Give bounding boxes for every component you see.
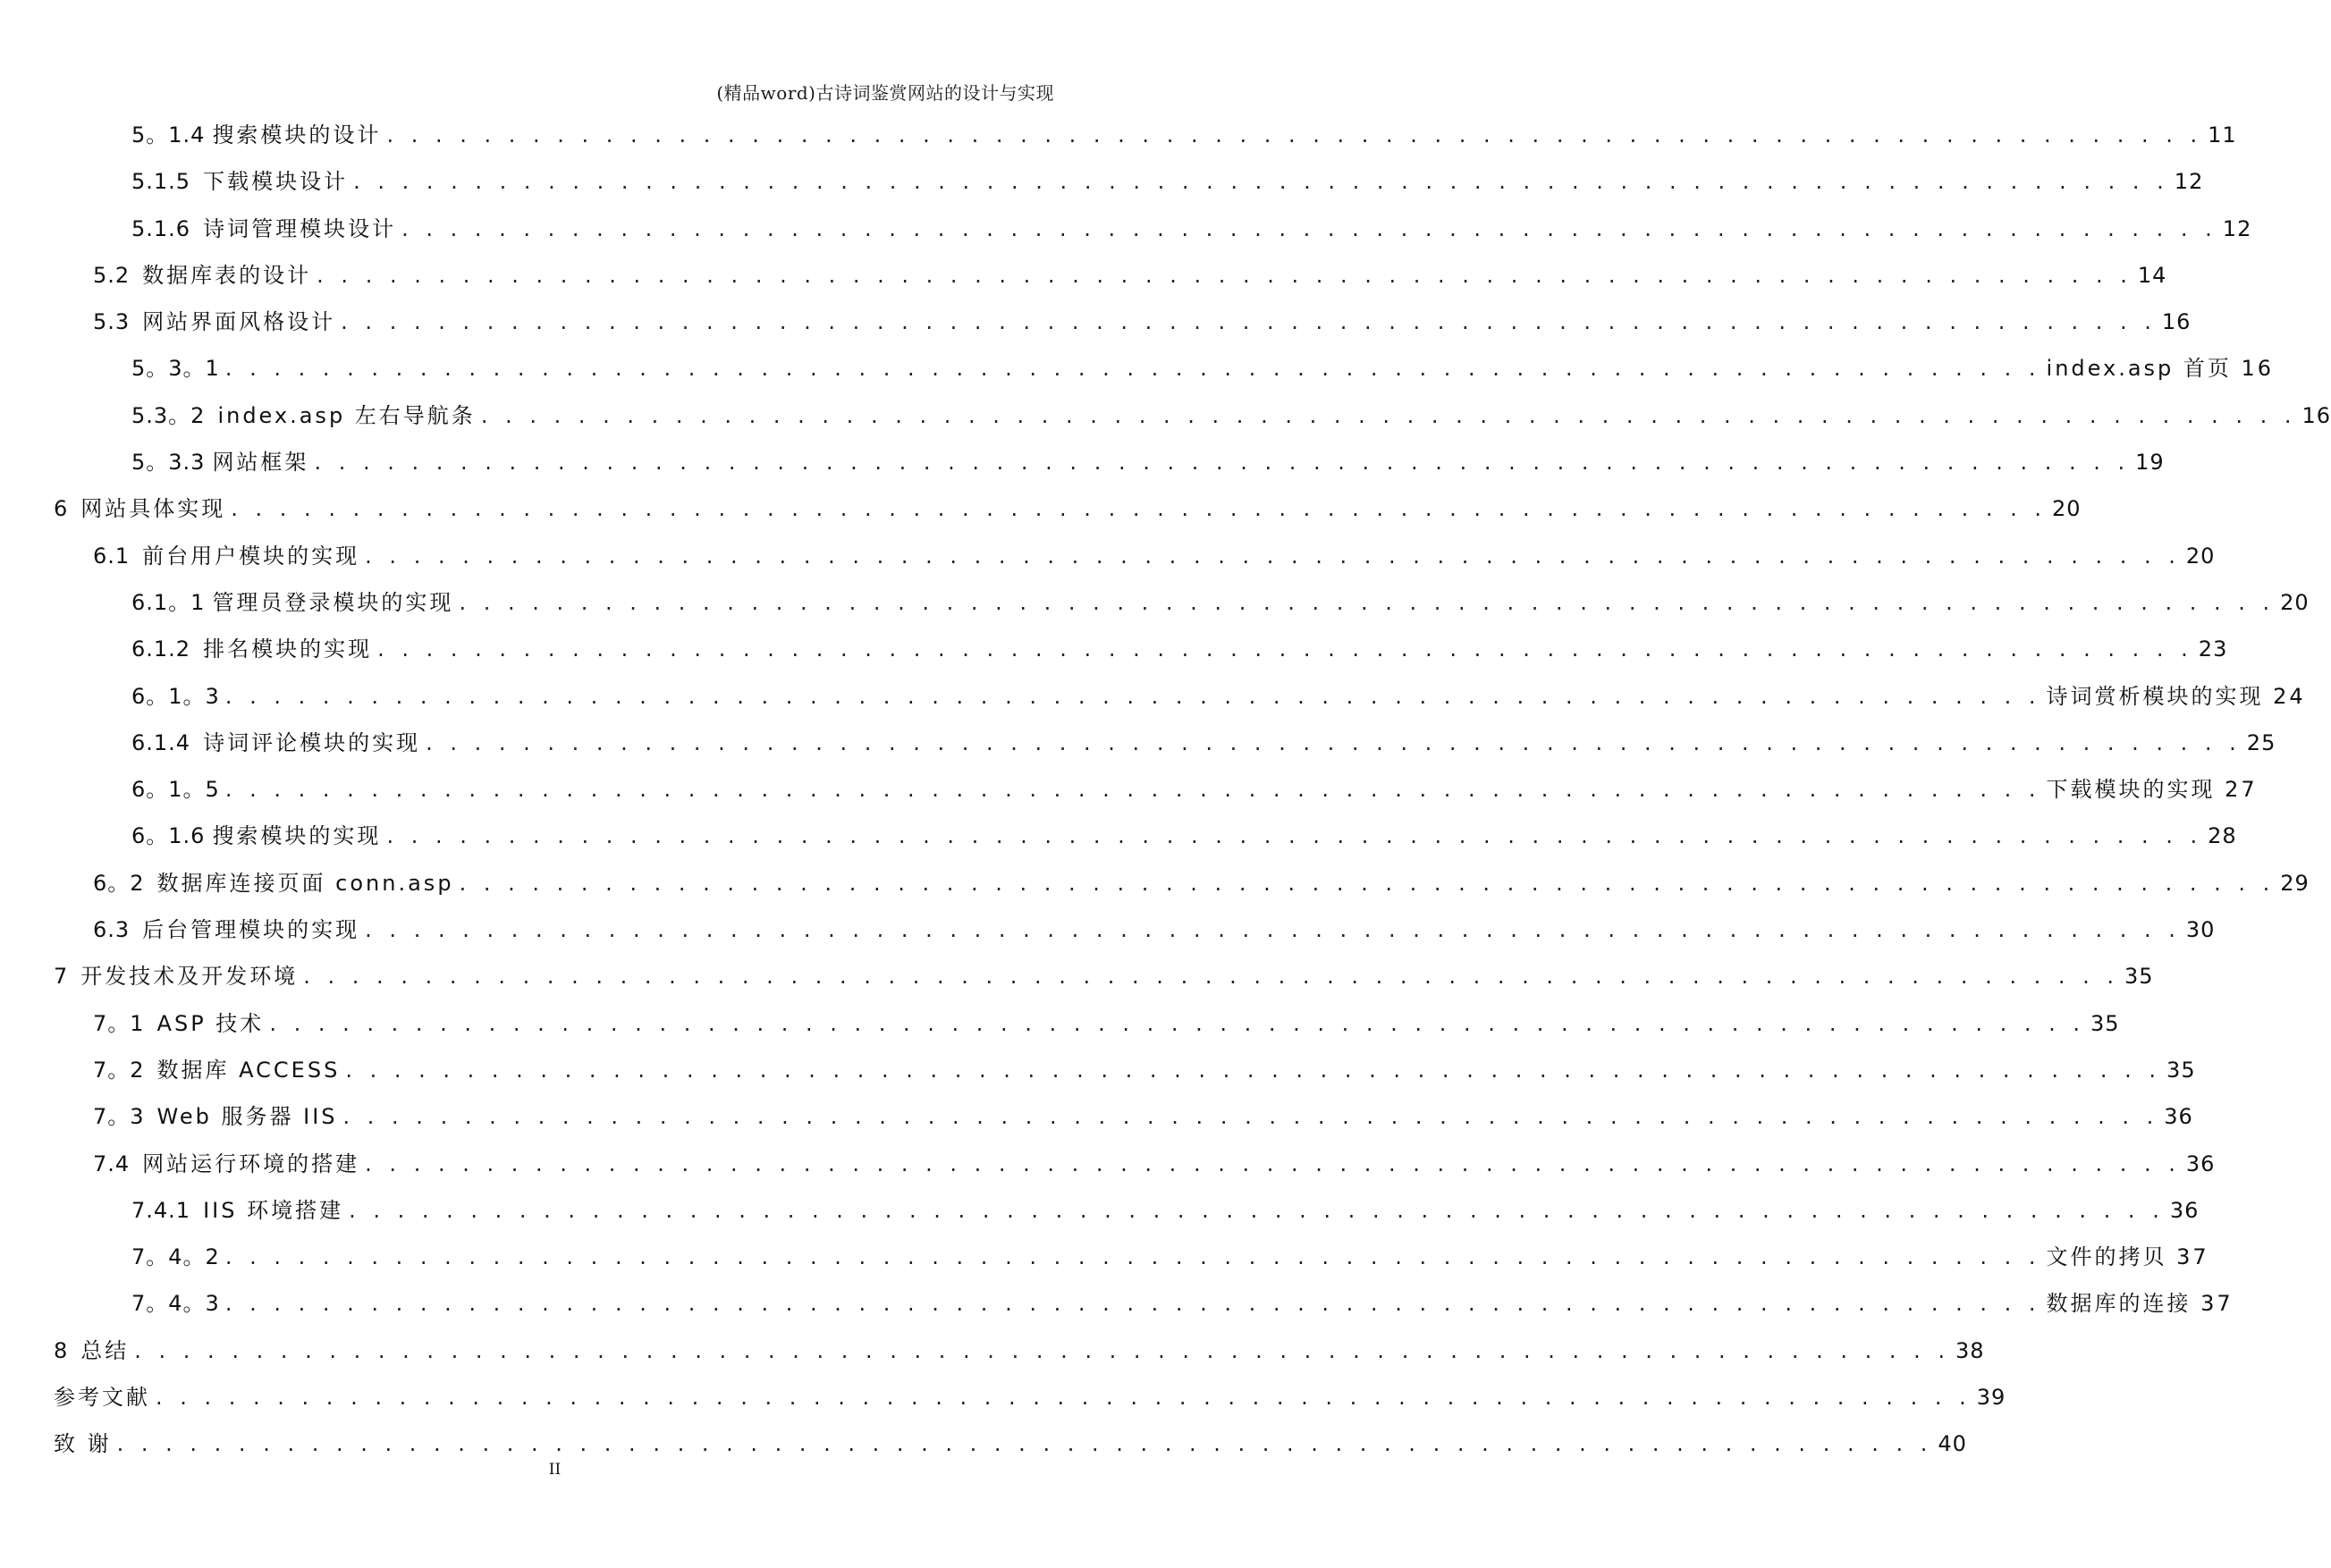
toc-title: 网站具体实现: [80, 496, 226, 522]
toc-number: 7.4: [93, 1151, 131, 1176]
toc-number: 5。3。1: [131, 356, 220, 382]
toc-title: 诗词管理模块设计: [203, 215, 397, 241]
toc-title: 网站框架: [212, 450, 309, 476]
toc-page-number: 12: [2174, 169, 2204, 195]
toc-page-number: 25: [2246, 729, 2276, 755]
toc-page-number: 40: [1938, 1431, 1967, 1457]
toc-row: [0, 112, 2237, 158]
toc-page-number: 35: [2124, 964, 2154, 990]
toc-leader-dots: . . . . . . . . . . . . . . . . . . . . . . . . . . . . . . . . . . . . . . . . . . . . . . . . . . . . . . . . . . . . . . . . . . . . . . . . . . .: [386, 823, 2203, 849]
toc-number: 6: [54, 496, 69, 522]
toc-row: [0, 953, 2154, 999]
toc-page-number: 下载模块的实现 27: [2046, 777, 2258, 803]
toc-page-number: 20: [2052, 496, 2082, 522]
toc-title: 开发技术及开发环境: [80, 964, 299, 990]
toc-page-number: 20: [2280, 589, 2310, 615]
toc-number: 7。3: [93, 1104, 145, 1130]
table-of-contents: [0, 112, 2331, 1468]
toc-row: [0, 1141, 2216, 1187]
toc-row: [0, 485, 2082, 532]
toc-row: [0, 673, 2306, 720]
toc-row: [0, 813, 2237, 859]
toc-title: 数据库表的设计: [142, 262, 312, 288]
toc-row: [0, 1328, 1985, 1374]
toc-entry[interactable]: [131, 813, 2237, 859]
toc-leader-dots: . . . . . . . . . . . . . . . . . . . . . . . . . . . . . . . . . . . . . . . . . . . . . . . . . . . . . . . . . . . . . . . . . . . . . . . . . . .: [365, 1151, 2181, 1176]
toc-number: 6.1。1: [131, 589, 206, 615]
toc-number: 8: [54, 1337, 69, 1363]
toc-page-number: 16: [2301, 402, 2331, 428]
toc-page-number: 12: [2222, 215, 2252, 241]
toc-row: [0, 392, 2331, 439]
toc-title: 总结: [80, 1337, 130, 1363]
toc-page-number: 36: [2169, 1197, 2200, 1223]
toc-number: 5。3.3: [131, 450, 206, 476]
toc-entry[interactable]: [131, 345, 2275, 392]
toc-row: [0, 252, 2167, 299]
toc-leader-dots: . . . . . . . . . . . . . . . . . . . . . . . . . . . . . . . . . . . . . . . . . . . . . . . . . . . . . . . . . . . . . . . . . . . . . . . . . . .: [224, 1244, 2041, 1270]
toc-leader-dots: . . . . . . . . . . . . . . . . . . . . . . . . . . . . . . . . . . . . . . . . . . . . . . . . . . . . . . . . . . . . . . . . . . . . . . . . . . .: [345, 1057, 2162, 1083]
toc-leader-dots: . . . . . . . . . . . . . . . . . . . . . . . . . . . . . . . . . . . . . . . . . . . . . . . . . . . . . . . . . . . . . . . . . . . . . . . . . . .: [341, 309, 2157, 335]
toc-leader-dots: . . . . . . . . . . . . . . . . . . . . . . . . . . . . . . . . . . . . . . . . . . . . . . . . . . . . . . . . . . . . . . . . . . . . . . . . . . .: [342, 1104, 2159, 1130]
toc-title: Web 服务器 IIS: [156, 1104, 338, 1130]
toc-page-number: 文件的拷贝 37: [2046, 1244, 2209, 1270]
toc-leader-dots: . . . . . . . . . . . . . . . . . . . . . . . . . . . . . . . . . . . . . . . . . . . . . . . . . . . . . . . . . . . . . . . . . . . . . . . . . . .: [377, 636, 2193, 662]
toc-leader-dots: . . . . . . . . . . . . . . . . . . . . . . . . . . . . . . . . . . . . . . . . . . . . . . . . . . . . . . . . . . . . . . . . . . . . . . . . . . .: [303, 964, 2119, 990]
running-header: (精品word)古诗词鉴赏网站的设计与实现: [716, 82, 1054, 104]
toc-number: 5.3。2: [131, 402, 206, 428]
toc-entry[interactable]: [131, 673, 2306, 720]
toc-number: 5.1.6: [131, 215, 191, 241]
toc-row: [0, 1000, 2120, 1047]
toc-leader-dots: . . . . . . . . . . . . . . . . . . . . . . . . . . . . . . . . . . . . . . . . . . . . . . . . . . . . . . . . . . . . . . . . . . . . . . . . . . .: [314, 450, 2131, 476]
toc-page-number: 23: [2198, 636, 2228, 662]
toc-number: 7。1: [93, 1010, 145, 1036]
toc-page-number: 38: [1955, 1337, 1985, 1363]
toc-leader-dots: . . . . . . . . . . . . . . . . . . . . . . . . . . . . . . . . . . . . . . . . . . . . . . . . . . . . . . . . . . . . . . . . . . . . . . . . . . .: [224, 683, 2041, 709]
toc-page-number: 39: [1976, 1385, 2006, 1411]
toc-entry[interactable]: [54, 953, 2154, 999]
toc-entry[interactable]: [131, 206, 2252, 252]
toc-row: [0, 626, 2228, 672]
toc-number: 5.2: [93, 262, 131, 288]
toc-title: 排名模块的实现: [203, 636, 373, 662]
page-number: II: [548, 1461, 562, 1479]
toc-number: 7.4.1: [131, 1197, 191, 1223]
toc-entry[interactable]: [131, 158, 2204, 205]
toc-row: [0, 860, 2310, 906]
toc-row: [0, 1187, 2200, 1234]
toc-entry[interactable]: [54, 1374, 2006, 1420]
toc-entry[interactable]: [131, 766, 2258, 813]
toc-page-number: 14: [2137, 262, 2167, 288]
toc-number: 6。1。5: [131, 777, 220, 803]
toc-title: index.asp 左右导航条: [217, 402, 476, 428]
toc-title: 数据库 ACCESS: [156, 1057, 341, 1083]
toc-page-number: 28: [2208, 823, 2237, 849]
toc-number: 5。1.4: [131, 122, 206, 148]
toc-row: [0, 299, 2192, 345]
toc-number: 5.3: [93, 309, 131, 335]
toc-number: 7。4。2: [131, 1244, 220, 1270]
toc-number: 6。1。3: [131, 683, 220, 709]
toc-row: [0, 906, 2216, 953]
toc-entry[interactable]: [93, 299, 2192, 345]
toc-entry[interactable]: [131, 579, 2310, 626]
toc-page-number: 36: [2185, 1151, 2216, 1176]
toc-entry[interactable]: [131, 626, 2228, 672]
toc-row: [0, 1374, 2006, 1420]
toc-leader-dots: . . . . . . . . . . . . . . . . . . . . . . . . . . . . . . . . . . . . . . . . . . . . . . . . . . . . . . . . . . . . . . . . . . . . . . . . . . .: [156, 1385, 1972, 1411]
toc-row: [0, 766, 2258, 813]
toc-title: 参考文献: [54, 1385, 150, 1411]
toc-leader-dots: . . . . . . . . . . . . . . . . . . . . . . . . . . . . . . . . . . . . . . . . . . . . . . . . . . . . . . . . . . . . . . . . . . . . . . . . . . .: [459, 870, 2276, 896]
toc-entry[interactable]: [93, 252, 2167, 299]
toc-entry[interactable]: [131, 1234, 2209, 1280]
toc-title: 后台管理模块的实现: [142, 917, 360, 943]
toc-row: [0, 345, 2275, 392]
toc-row: [0, 533, 2216, 579]
toc-entry[interactable]: [93, 906, 2216, 953]
toc-title: 管理员登录模块的实现: [212, 589, 454, 615]
toc-row: [0, 158, 2204, 205]
toc-leader-dots: . . . . . . . . . . . . . . . . . . . . . . . . . . . . . . . . . . . . . . . . . . . . . . . . . . . . . . . . . . . . . . . . . . . . . . . . . . .: [353, 169, 2169, 195]
toc-number: 7。2: [93, 1057, 145, 1083]
toc-entry[interactable]: [131, 392, 2331, 439]
toc-entry[interactable]: [131, 439, 2165, 485]
toc-leader-dots: . . . . . . . . . . . . . . . . . . . . . . . . . . . . . . . . . . . . . . . . . . . . . . . . . . . . . . . . . . . . . . . . . . . . . . . . . . .: [224, 777, 2041, 803]
toc-title: 搜索模块的实现: [212, 823, 382, 849]
toc-row: [0, 1093, 2193, 1140]
toc-leader-dots: . . . . . . . . . . . . . . . . . . . . . . . . . . . . . . . . . . . . . . . . . . . . . . . . . . . . . . . . . . . . . . . . . . . . . . . . . . .: [134, 1337, 1950, 1363]
toc-title: IIS 环境搭建: [203, 1197, 344, 1223]
toc-leader-dots: . . . . . . . . . . . . . . . . . . . . . . . . . . . . . . . . . . . . . . . . . . . . . . . . . . . . . . . . . . . . . . . . . . . . . . . . . . .: [365, 543, 2181, 569]
toc-page-number: index.asp 首页 16: [2046, 356, 2275, 382]
toc-leader-dots: . . . . . . . . . . . . . . . . . . . . . . . . . . . . . . . . . . . . . . . . . . . . . . . . . . . . . . . . . . . . . . . . . . . . . . . . . . .: [365, 917, 2181, 943]
toc-leader-dots: . . . . . . . . . . . . . . . . . . . . . . . . . . . . . . . . . . . . . . . . . . . . . . . . . . . . . . . . . . . . . . . . . . . . . . . . . . .: [349, 1197, 2165, 1223]
toc-page-number: 30: [2185, 917, 2216, 943]
toc-row: [0, 1234, 2209, 1280]
toc-leader-dots: . . . . . . . . . . . . . . . . . . . . . . . . . . . . . . . . . . . . . . . . . . . . . . . . . . . . . . . . . . . . . . . . . . . . . . . . . . .: [224, 1291, 2041, 1317]
toc-title: 诗词评论模块的实现: [203, 729, 421, 755]
toc-row: [0, 439, 2165, 485]
toc-page-number: 35: [2166, 1057, 2196, 1083]
toc-entry[interactable]: [93, 860, 2310, 906]
toc-number: 6.1.4: [131, 729, 191, 755]
toc-row: [0, 720, 2276, 766]
toc-row: [0, 206, 2252, 252]
toc-title: ASP 技术: [156, 1010, 265, 1036]
toc-number: 7。4。3: [131, 1291, 220, 1317]
toc-entry[interactable]: [93, 1047, 2196, 1093]
toc-number: 7: [54, 964, 69, 990]
toc-row: [0, 1280, 2234, 1327]
toc-page-number: 11: [2208, 122, 2237, 148]
toc-number: 6.1.2: [131, 636, 191, 662]
toc-page-number: 诗词赏析模块的实现 24: [2046, 683, 2306, 709]
toc-entry[interactable]: [93, 533, 2216, 579]
toc-leader-dots: . . . . . . . . . . . . . . . . . . . . . . . . . . . . . . . . . . . . . . . . . . . . . . . . . . . . . . . . . . . . . . . . . . . . . . . . . . .: [401, 215, 2217, 241]
toc-page-number: 19: [2135, 450, 2165, 476]
toc-title: 搜索模块的设计: [212, 122, 382, 148]
toc-page-number: 35: [2090, 1010, 2120, 1036]
toc-row: [0, 579, 2310, 626]
toc-leader-dots: . . . . . . . . . . . . . . . . . . . . . . . . . . . . . . . . . . . . . . . . . . . . . . . . . . . . . . . . . . . . . . . . . . . . . . . . . . .: [386, 122, 2203, 148]
toc-entry[interactable]: [93, 1141, 2216, 1187]
toc-leader-dots: . . . . . . . . . . . . . . . . . . . . . . . . . . . . . . . . . . . . . . . . . . . . . . . . . . . . . . . . . . . . . . . . . . . . . . . . . . .: [426, 729, 2242, 755]
toc-entry[interactable]: [131, 1280, 2234, 1327]
toc-entry[interactable]: [54, 1328, 1985, 1374]
toc-leader-dots: . . . . . . . . . . . . . . . . . . . . . . . . . . . . . . . . . . . . . . . . . . . . . . . . . . . . . . . . . . . . . . . . . . . . . . . . . . .: [317, 262, 2133, 288]
toc-title: 网站运行环境的搭建: [142, 1151, 360, 1176]
toc-entry[interactable]: [54, 485, 2082, 532]
toc-number: 6。2: [93, 870, 145, 896]
toc-title: 网站界面风格设计: [142, 309, 336, 335]
toc-title: 数据库连接页面 conn.asp: [156, 870, 454, 896]
toc-entry[interactable]: [93, 1000, 2120, 1047]
toc-page-number: 16: [2161, 309, 2192, 335]
toc-entry[interactable]: [131, 112, 2237, 158]
toc-title: 致 谢: [54, 1431, 112, 1457]
toc-row: [0, 1047, 2196, 1093]
toc-title: 下载模块设计: [203, 169, 349, 195]
toc-leader-dots: . . . . . . . . . . . . . . . . . . . . . . . . . . . . . . . . . . . . . . . . . . . . . . . . . . . . . . . . . . . . . . . . . . . . . . . . . . .: [269, 1010, 2086, 1036]
toc-leader-dots: . . . . . . . . . . . . . . . . . . . . . . . . . . . . . . . . . . . . . . . . . . . . . . . . . . . . . . . . . . . . . . . . . . . . . . . . . . .: [224, 356, 2041, 382]
toc-number: 6.1: [93, 543, 131, 569]
toc-leader-dots: . . . . . . . . . . . . . . . . . . . . . . . . . . . . . . . . . . . . . . . . . . . . . . . . . . . . . . . . . . . . . . . . . . . . . . . . . . .: [231, 496, 2047, 522]
toc-page-number: 数据库的连接 37: [2046, 1291, 2234, 1317]
toc-title: 前台用户模块的实现: [142, 543, 360, 569]
toc-page-number: 20: [2185, 543, 2216, 569]
toc-leader-dots: . . . . . . . . . . . . . . . . . . . . . . . . . . . . . . . . . . . . . . . . . . . . . . . . . . . . . . . . . . . . . . . . . . . . . . . . . . .: [116, 1431, 1933, 1457]
toc-page-number: 36: [2164, 1104, 2193, 1130]
toc-leader-dots: . . . . . . . . . . . . . . . . . . . . . . . . . . . . . . . . . . . . . . . . . . . . . . . . . . . . . . . . . . . . . . . . . . . . . . . . . . .: [459, 589, 2276, 615]
toc-number: 5.1.5: [131, 169, 191, 195]
toc-number: 6。1.6: [131, 823, 206, 849]
toc-leader-dots: . . . . . . . . . . . . . . . . . . . . . . . . . . . . . . . . . . . . . . . . . . . . . . . . . . . . . . . . . . . . . . . . . . . . . . . . . . .: [480, 402, 2297, 428]
toc-entry[interactable]: [131, 720, 2276, 766]
toc-page-number: 29: [2280, 870, 2310, 896]
toc-number: 6.3: [93, 917, 131, 943]
toc-entry[interactable]: [131, 1187, 2200, 1234]
toc-entry[interactable]: [93, 1093, 2193, 1140]
